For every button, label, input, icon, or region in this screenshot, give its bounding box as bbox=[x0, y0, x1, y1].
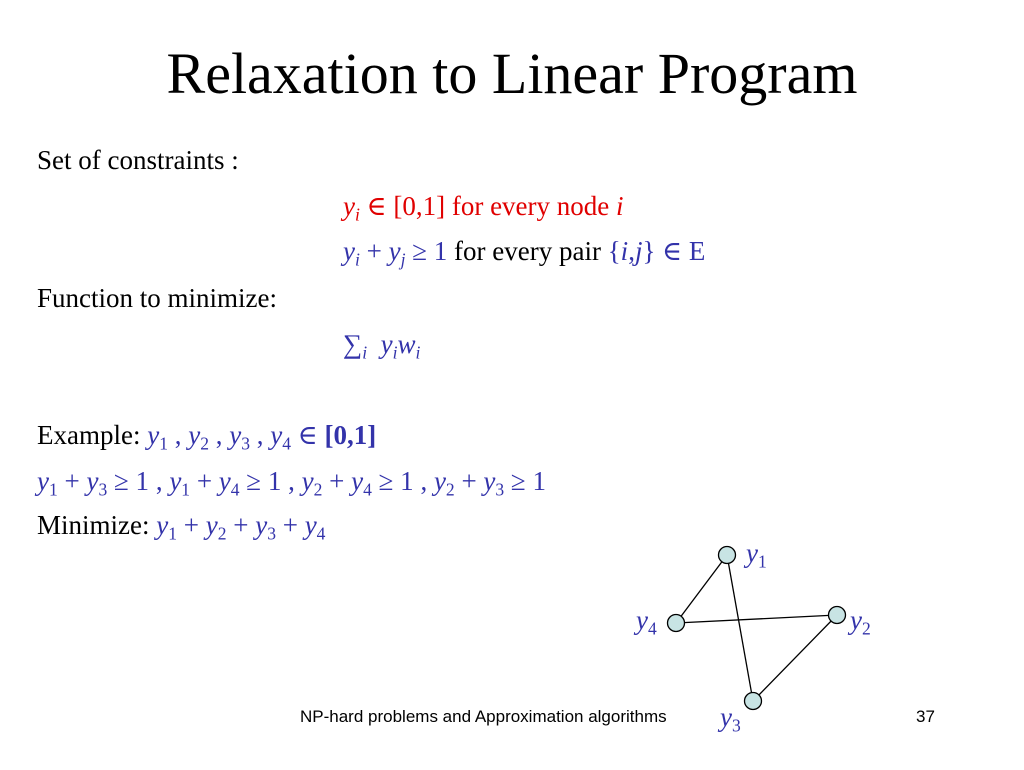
example-constraint bbox=[301, 466, 414, 500]
example-constraint bbox=[169, 466, 282, 500]
set-j: j bbox=[634, 236, 643, 266]
example-range: [0,1] bbox=[324, 420, 377, 450]
footer-text: NP-hard problems and Approximation algorithms bbox=[300, 707, 667, 726]
example-vars bbox=[147, 420, 377, 454]
separator: , bbox=[208, 420, 230, 450]
var-y: y bbox=[343, 236, 355, 266]
sum-index: i bbox=[362, 342, 368, 363]
var-w: w bbox=[397, 329, 416, 359]
plus-symbol: + bbox=[226, 510, 256, 540]
geq-one: ≥ 1 bbox=[107, 466, 150, 496]
var-y: y bbox=[388, 236, 401, 266]
minimize-label: Minimize: bbox=[37, 510, 157, 540]
constraint-var: $y_1$ bbox=[37, 466, 58, 500]
brace-close: } bbox=[642, 236, 656, 266]
objective-function bbox=[343, 327, 420, 361]
plus-symbol: + bbox=[359, 236, 389, 266]
graph-edge-y2-y3 bbox=[753, 615, 837, 701]
graph-edge-y1-y3 bbox=[727, 555, 753, 701]
plus-symbol: + bbox=[190, 466, 219, 496]
plus-symbol: + bbox=[57, 466, 87, 496]
graph-node-y3 bbox=[745, 693, 762, 710]
var-y: y bbox=[343, 191, 355, 221]
geq-one: ≥ 1 bbox=[504, 466, 546, 496]
plus-symbol: + bbox=[275, 510, 305, 540]
set-i: i bbox=[620, 236, 629, 266]
example-var: $y_1$ bbox=[147, 420, 168, 454]
sub-i: i bbox=[354, 249, 360, 270]
geq-one: ≥ 1 bbox=[405, 236, 448, 266]
constraint-var: $y_4$ bbox=[351, 466, 372, 500]
graph-label-y4: $y_4$ bbox=[636, 605, 657, 639]
minimize-term: $y_1$ bbox=[156, 510, 177, 544]
page-number: 37 bbox=[916, 707, 935, 726]
element-of-symbol: ∈ bbox=[359, 191, 394, 221]
element-of-symbol: ∈ bbox=[290, 420, 325, 450]
constraint-edge-cover bbox=[343, 234, 705, 268]
constraint-var: $y_1$ bbox=[169, 466, 191, 500]
sub-j: j bbox=[400, 249, 406, 270]
graph-node-y1 bbox=[719, 547, 736, 564]
constraints-heading: Set of constraints : bbox=[37, 145, 239, 175]
slide-title: Relaxation to Linear Program bbox=[166, 41, 858, 106]
brace-open: { bbox=[607, 236, 621, 266]
example-line bbox=[37, 418, 376, 452]
geq-one: ≥ 1 bbox=[239, 466, 282, 496]
plus-symbol: + bbox=[176, 510, 206, 540]
in-edge-set: ∈ E bbox=[655, 236, 706, 266]
constraint-var: $y_3$ bbox=[86, 466, 108, 500]
constraint-var: $y_2$ bbox=[433, 466, 455, 500]
minimize-line bbox=[37, 508, 325, 542]
sum-symbol: ∑ bbox=[343, 329, 363, 359]
example-var: $y_4$ bbox=[270, 420, 291, 454]
graph-label-y3: $y_3$ bbox=[720, 702, 741, 736]
sub-i: i bbox=[415, 342, 421, 363]
constraint-var: $y_4$ bbox=[218, 466, 240, 500]
separator: , bbox=[413, 466, 434, 496]
example-constraints bbox=[37, 464, 546, 498]
minimize-terms bbox=[156, 510, 326, 544]
separator: , bbox=[167, 420, 189, 450]
plus-symbol: + bbox=[454, 466, 484, 496]
separator: , bbox=[149, 466, 170, 496]
plus-symbol: + bbox=[322, 466, 352, 496]
node-i: i bbox=[616, 191, 624, 221]
example-constraint bbox=[433, 466, 546, 500]
graph-label-y2: $y_2$ bbox=[850, 605, 871, 639]
example-constraint bbox=[37, 466, 150, 500]
example-label: Example: bbox=[37, 420, 148, 450]
sub-i: i bbox=[392, 342, 398, 363]
geq-one: ≥ 1 bbox=[371, 466, 414, 496]
comma: , bbox=[628, 236, 635, 266]
for-every-pair-text: for every pair bbox=[447, 236, 608, 266]
vertex-cover-graph bbox=[600, 530, 900, 765]
constraint-var: $y_3$ bbox=[483, 466, 505, 500]
var-y: y bbox=[380, 329, 393, 359]
constraint-var: $y_2$ bbox=[301, 466, 323, 500]
example-var: $y_2$ bbox=[188, 420, 209, 454]
minimize-term: $y_2$ bbox=[205, 510, 227, 544]
graph-edge-y2-y4 bbox=[676, 615, 837, 623]
constraint-node-range bbox=[343, 189, 624, 223]
graph-node-y4 bbox=[668, 615, 685, 632]
example-var: $y_3$ bbox=[229, 420, 250, 454]
graph-edge-y1-y4 bbox=[676, 555, 727, 623]
sub-i: i bbox=[354, 204, 360, 225]
minimize-term: $y_4$ bbox=[304, 510, 326, 544]
separator: , bbox=[249, 420, 271, 450]
separator: , bbox=[281, 466, 302, 496]
minimize-heading: Function to minimize: bbox=[37, 283, 277, 313]
range-text: [0,1] for every node bbox=[393, 191, 617, 221]
graph-label-y1: $y_1$ bbox=[746, 538, 767, 572]
minimize-term: $y_3$ bbox=[255, 510, 276, 544]
graph-node-y2 bbox=[829, 607, 846, 624]
